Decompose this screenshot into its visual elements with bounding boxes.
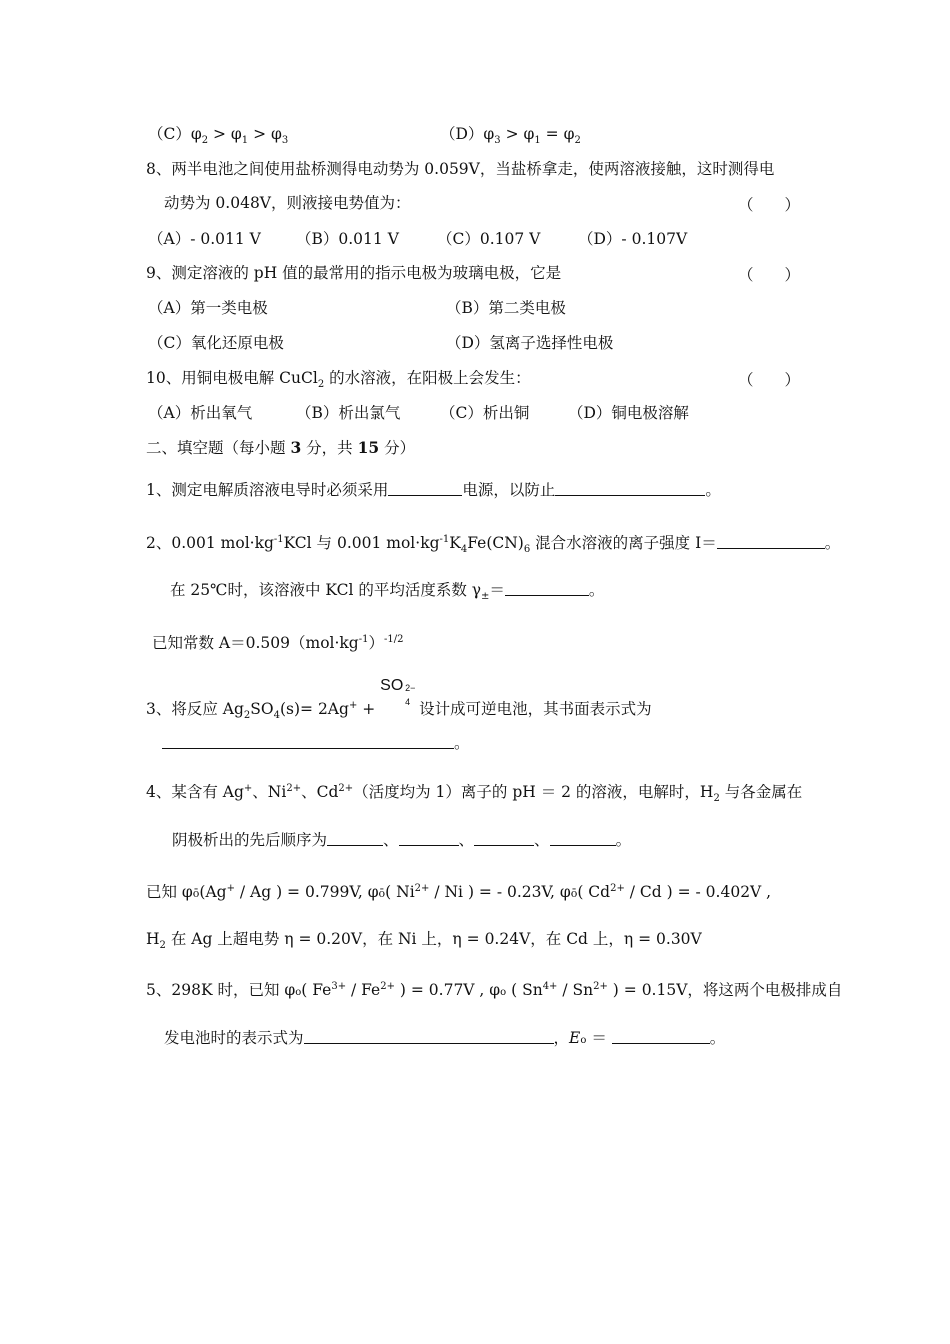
answer-blank[interactable] — [555, 481, 705, 496]
answer-blank[interactable] — [162, 734, 454, 749]
fill-q4-line1: 4、某含有 Ag+、$Ni^{2+}$、$Cd^{2+}$（活度均为 1）离子的 pH ＝ 2 的溶液，电解时，$H_2$ 与各金属在 — [146, 783, 803, 804]
answer-blank[interactable] — [388, 481, 462, 496]
q10-option-a: （A）析出氧气 — [148, 404, 253, 422]
q9-stem: 9、测定溶液的 pH 值的最常用的指示电极为玻璃电极，它是 — [146, 264, 562, 282]
q8-option-b: （B）0.011 V — [296, 230, 399, 248]
q9-option-b: （B）第二类电极 — [446, 299, 566, 317]
fill-q2-line2: 在 25℃时，该溶液中 KCl 的平均活度系数 $\gamma_\pm=$ 。 — [170, 581, 605, 602]
q7-option-c: $(C)\varphi_2 > \varphi_1 > \varphi_3$ — [148, 125, 289, 146]
fill-q3-line1: 3、将反应 $Ag_2SO_4(s)= 2Ag^+$ + SO 2− 4 设计成可逆电池，其书面表示式为 — [146, 677, 652, 721]
q8-option-d: （D）- 0.107V — [578, 230, 688, 248]
q8-answer-parens: （ ） — [738, 196, 801, 214]
answer-blank[interactable] — [717, 534, 825, 549]
sulfate-ion: SO 2− 4 — [380, 677, 416, 707]
answer-blank[interactable] — [550, 831, 616, 846]
fill-q2-line1: 2、0.001 $mol\cdot kg^{-1}KCl$ 与 0.001 $mol\cdot kg^{-1}K_4Fe(CN)_6$ 混合水溶液的离子强度 I＝ 。 — [146, 534, 841, 555]
q10-stem: 10、用铜电极电解 CuCl$_2$ 的水溶液，在阳极上会发生： — [146, 369, 531, 390]
fill-q1: 1、测定电解质溶液电导时必须采用 电源，以防止 。 — [146, 481, 721, 499]
q10-option-c: （C）析出铜 — [440, 404, 530, 422]
fill-q5-line2: 发电池时的表示式为 ，Eo ＝ 。 — [164, 1029, 726, 1047]
q9-option-a: （A）第一类电极 — [148, 299, 268, 317]
answer-blank[interactable] — [505, 581, 589, 596]
answer-blank[interactable] — [612, 1029, 710, 1044]
fill-q5-line1: 5、298K 时，已知 φo( $Fe^{3+} / Fe^{2+}$ ) = 0.77V , φo ( $Sn^{4+} / Sn^{2+}$ ) = 0.15V，将这两个电极排成自 — [146, 981, 843, 999]
fill-q4-line2: 阴极析出的先后顺序为 、 、 、 。 — [172, 831, 632, 849]
answer-blank[interactable] — [399, 831, 459, 846]
fill-q2-given: 已知常数 $A=0.509(mol\cdot kg^{-1})^{-1/2}$ — [152, 634, 404, 652]
answer-blank[interactable] — [304, 1029, 554, 1044]
q8-option-a: （A）- 0.011 V — [148, 230, 261, 248]
q8-stem-line2: 动势为 0.048V，则液接电势值为： — [164, 194, 411, 212]
q10-option-d: （D）铜电极溶解 — [568, 404, 689, 422]
section2-heading: 二、填空题（每小题 3 分，共 15 分） — [146, 438, 416, 457]
answer-blank[interactable] — [474, 831, 534, 846]
fill-q4-overpotentials: $H_2$ 在 Ag 上超电势 η = 0.20V，在 Ni 上，η = 0.24V，在 Cd 上，η = 0.30V — [146, 930, 702, 951]
fill-q4-given-potentials: 已知 φō(Ag+ / Ag ) = 0.799V, φō( $Ni^{2+}$ / Ni ) = - 0.23V, φō( $Cd^{2+}$ / Cd ) = - 0.402V , — [146, 883, 772, 901]
q7-option-d: $(D)\varphi_3 > \varphi_1 = \varphi_2$ — [440, 125, 581, 146]
q10-option-b: （B）析出氯气 — [296, 404, 401, 422]
q8-stem-line1: 8、两半电池之间使用盐桥测得电动势为 0.059V，当盐桥拿走，使两溶液接触，这时测得电 — [146, 160, 775, 178]
answer-blank[interactable] — [327, 831, 383, 846]
fill-q3-line2: 。 — [162, 733, 470, 753]
q10-answer-parens: （ ） — [738, 371, 801, 389]
q9-option-d: （D）氢离子选择性电极 — [446, 334, 614, 352]
q9-answer-parens: （ ） — [738, 266, 801, 284]
q8-option-c: （C）0.107 V — [437, 230, 541, 248]
q9-option-c: （C）氧化还原电极 — [148, 334, 284, 352]
